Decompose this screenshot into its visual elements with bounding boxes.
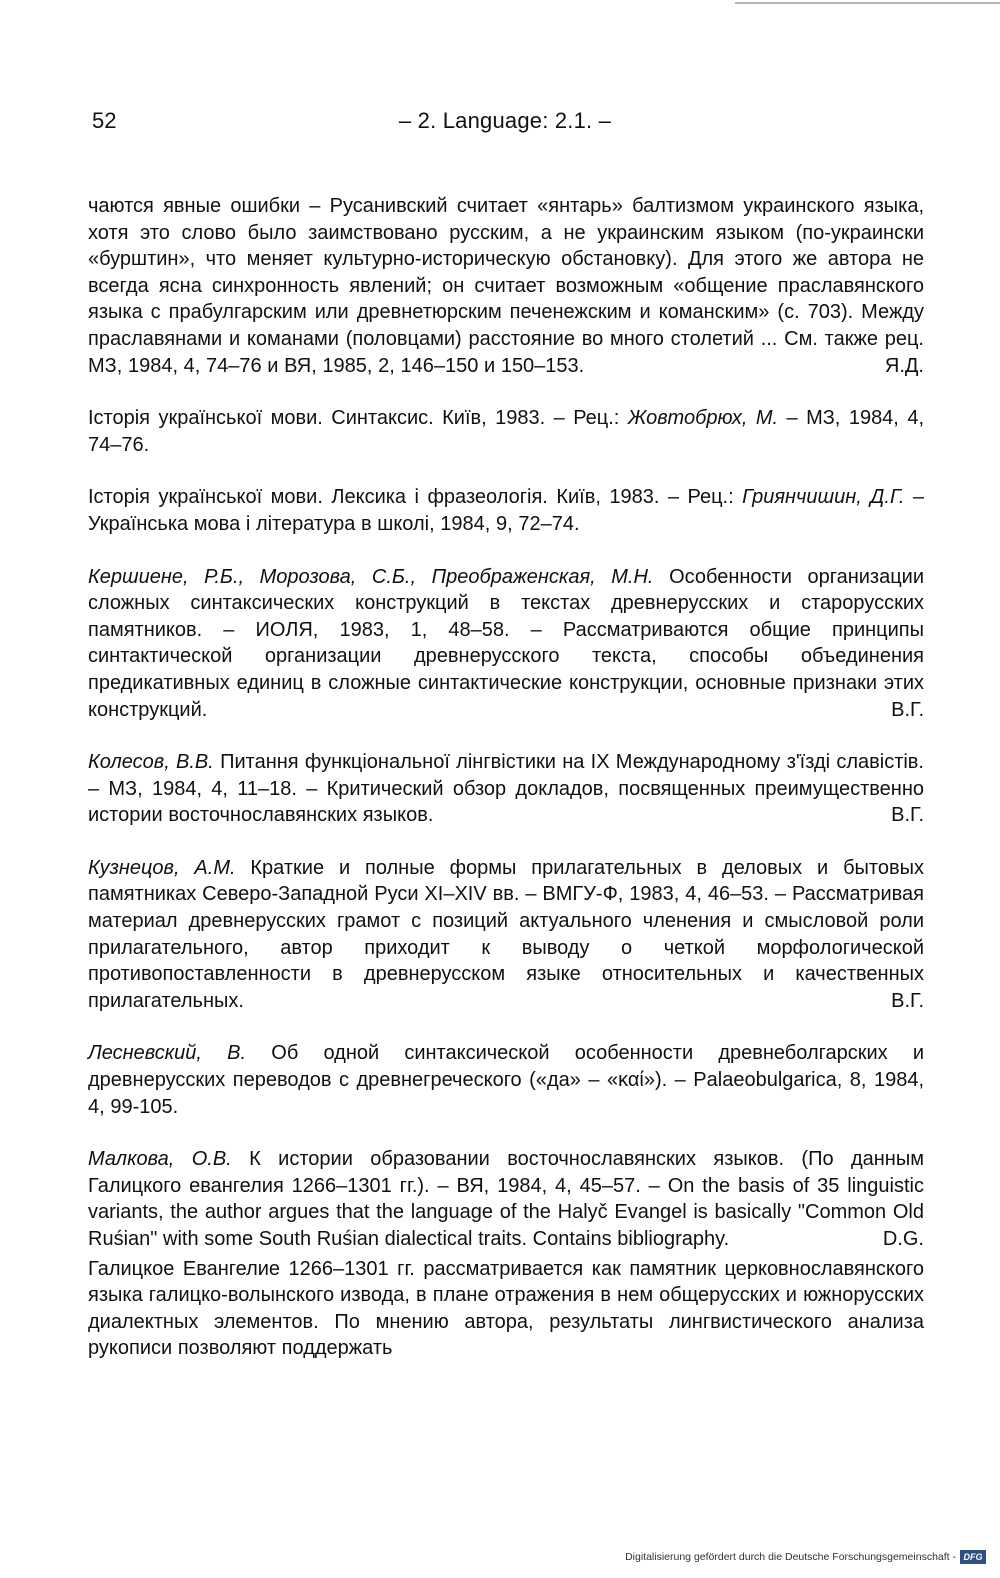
entry-text: чаются явные ошибки – Русанивский считает «янтарь» балтизмом украинского языка, хотя это слово было заимствовано русским, а не украинским языком (по-украински «бурштин», что меняет культурно-историческую обстановку). Для этого же автора не всегда ясна синхронность явлений; он считает возможным «общение праславянского языка с прабулгарским или древнетюрским печенежским и команским» (с. 703). Между праславянами и команами (половцами) расстояние во много столетий ... См. также рец. МЗ, 1984, 4, 74–76 и ВЯ, 1985, 2, 146–150 и 150–153. xyxy=(88,195,924,377)
page-number: 52 xyxy=(92,108,117,133)
entry-text: К истории образовании восточнославянских языков. (По данным Галицкого евангелия 1266–1301 гг.). – ВЯ, 1984, 4, 45–57. – On the basis of 35 linguistic variants, the author argues that the language of the Halyč Evangel is basically "Common Old Ruśian" with some South Ruśian dialectical traits. Contains bibliography. xyxy=(88,1148,924,1250)
entry-source: – Українська мова і література в школі, 1984, 9, 72–74. xyxy=(88,486,924,535)
entry-author: Кузнецов, А.М. xyxy=(88,856,236,879)
bibliography-entry xyxy=(88,855,924,1015)
reviewer-initials: В.Г. xyxy=(891,804,924,827)
reviewer-initials: В.Г. xyxy=(891,989,924,1012)
entry-text: Питання функціональної лінгвістики на IX Международному з'їзді славістів. – МЗ, 1984, 4, 11–18. – Критический обзор докладов, посвященных преимущественно истории восточнославянских языков. xyxy=(88,751,924,827)
digitization-credit: Digitalisierung gefördert durch die Deutsche Forschungsgemeinschaft - xyxy=(625,1551,956,1563)
page-body xyxy=(88,193,924,1362)
running-head: – 2. Language: 2.1. – xyxy=(398,108,612,133)
top-edge-rule xyxy=(735,2,1000,4)
entry-source: – МЗ, 1984, 4, 74–76. xyxy=(88,407,924,456)
bibliography-entry xyxy=(88,1146,924,1252)
reviewer-initials: D.G. xyxy=(882,1228,924,1250)
reviewer-initials: Я.Д. xyxy=(884,354,924,377)
reviewer-name: Гриянчишин, Д.Г. xyxy=(742,486,905,509)
bibliography-entry xyxy=(88,484,924,537)
bibliography-entry-continuation xyxy=(88,1256,924,1362)
entry-text: Історія української мови. Синтаксис. Київ, 1983. – Рец.: xyxy=(88,407,628,430)
bibliography-entry xyxy=(88,405,924,458)
entry-text: Галицкое Евангелие 1266–1301 гг. рассматривается как памятник церковнославянского языка галицко-волынского извода, в плане отражения в нем общерусских и южнорусских диалектных элементов. По мнению автора, результаты лингвистического анализа рукописи позволяют поддержать xyxy=(88,1257,924,1360)
entry-text: Краткие и полные формы прилагательных в деловых и бытовых памятниках Северо-Западной Руси XI–XIV вв. – ВМГУ-Ф, 1983, 4, 46–53. – Рассматривая материал древнерусских грамот с позиций актуального членения и смысловой роли прилагательного, автор приходит к выводу о четкой морфологической противопоставленности в древнерусском языке относительных и качественных прилагательных. xyxy=(88,856,924,1012)
bibliography-entry xyxy=(88,749,924,829)
entry-author: Лесневский, В. xyxy=(88,1042,247,1065)
reviewer-initials: В.Г. xyxy=(891,698,924,721)
entry-text: Об одной синтаксической особенности древнеболгарских и древнерусских переводов с древнегреческого («да» – «καί»). – Palaeobulgarica, 8, 1984, 4, 99-105. xyxy=(88,1042,924,1118)
bibliography-entry xyxy=(88,564,924,724)
reviewer-name: Жовтобрюх, М. xyxy=(627,407,779,430)
entry-text: Особенности организации сложных синтаксических конструкций в текстах древнерусских и старорусских памятников. – ИОЛЯ, 1983, 1, 48–58. – Рассматриваются общие принципы синтактической организации древнерусского текста, способы объединения предикативных единиц в сложные синтактические конструкции, основные признаки этих конструкций. xyxy=(88,565,925,721)
entry-author: Колесов, В.В. xyxy=(88,751,214,774)
entry-author: Кершиене, Р.Б., Морозова, С.Б., Преображенская, М.Н. xyxy=(88,565,654,588)
bibliography-entry xyxy=(88,1040,924,1120)
entry-author: Малкова, О.В. xyxy=(88,1148,232,1171)
dfg-logo: DFG xyxy=(960,1550,986,1564)
bibliography-entry xyxy=(88,193,924,379)
entry-text: Історія української мови. Лексика і фразеологія. Київ, 1983. – Рец.: xyxy=(88,486,743,509)
